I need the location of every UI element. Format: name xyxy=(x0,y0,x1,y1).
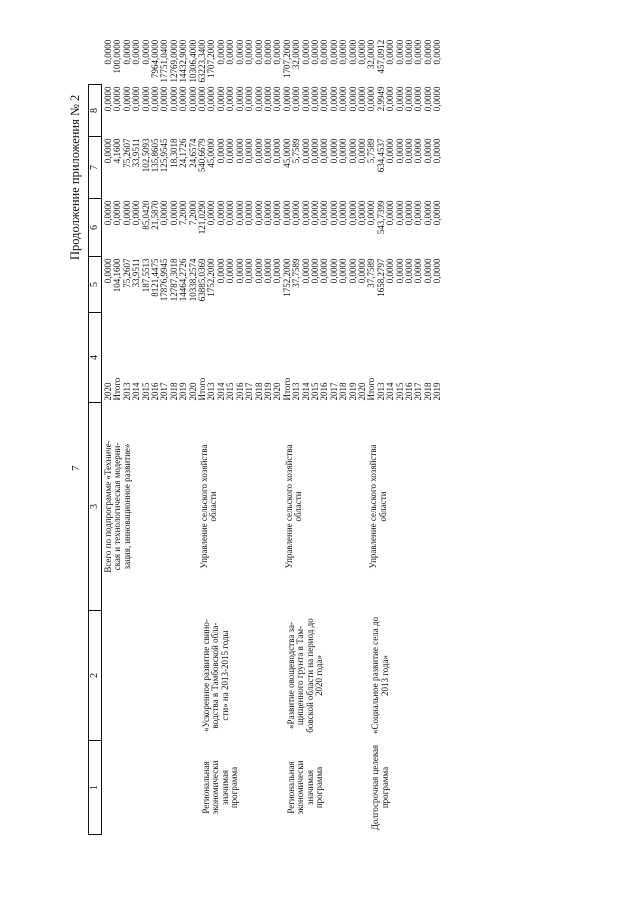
budget-table xyxy=(88,38,443,835)
table-row xyxy=(283,38,368,835)
year-cell: Итого 2013 2014 2015 2016 2017 2018 2019 2020 xyxy=(197,377,283,401)
header-row xyxy=(89,38,102,835)
program-name: «Социальное развитие села до 2013 года» xyxy=(370,617,390,734)
program-name: «Ускоренное развитие свино- водства в Тамбовской обла- сти» на 2013-2015 годы xyxy=(201,619,230,732)
total-cell: 0,0000 xyxy=(103,258,113,284)
header-col-7: 7 xyxy=(89,137,102,199)
executor: Управление сельского хозяйства области xyxy=(368,444,388,569)
total-cell: 104,1600 75,2607 33,9511 187,5513 8121,4475 17876,9945 12787,3018 14464,2726 10338,2574 xyxy=(112,258,198,302)
page-number: 7 xyxy=(70,465,82,471)
federal-cell: 0,0000 xyxy=(103,200,113,226)
federal-cell: 0,0000 543,7399 0,0000 0,0000 0,0000 0,0000 0,0000 0,0000 xyxy=(366,200,443,235)
federal-cell: 0,0000 0,0000 0,0000 0,0000 0,0000 0,0000 0,0000 0,0000 0,0000 xyxy=(281,200,367,226)
program-type: Региональная экономически значимая программа xyxy=(201,760,240,815)
extrabudget-cell: 63223,3400 1707,2000 0,0000 0,0000 0,0000 0,0000 0,0000 0,0000 0,0000 xyxy=(197,39,283,83)
executor: Всего по подпрограмме «Техниче- ская и технологическая модерни- зация, инновационное развитие» xyxy=(103,440,132,573)
regional-cell: 540,6679 45,0000 0,0000 0,0000 0,0000 0,0000 0,0000 0,0000 0,0000 xyxy=(197,138,283,173)
program-name: «Развитие овощеводства за- щищенного грунта в Там- бовской области на период до 2020 года» xyxy=(285,618,324,733)
header-col-2: 2 xyxy=(89,611,102,741)
local-cell: 0,0000 0,0000 0,0000 0,0000 0,0000 0,0000 0,0000 0,0000 0,0000 xyxy=(112,86,198,112)
federal-cell: 0,0000 0,0000 0,0000 85,0420 21,5870 0,0000 0,0000 7,2000 7,2000 xyxy=(112,200,198,230)
extrabudget-cell: 100,0000 0,0000 0,0000 0,0000 7964,0000 17751,0400 12769,0000 14432,9000 10306,4000 xyxy=(112,39,198,83)
program-type: Долгосрочная целевая программа xyxy=(370,744,390,831)
table-row xyxy=(367,38,442,835)
year-cell: 2020 xyxy=(103,382,113,401)
year-cell: Итого 2013 2014 2015 2016 2017 2018 2019 xyxy=(366,377,443,401)
extrabudget-cell: 0,0000 xyxy=(102,39,113,65)
local-cell: 0,0000 0,0000 0,0000 0,0000 0,0000 0,0000 0,0000 0,0000 0,0000 xyxy=(197,86,283,112)
regional-cell: 45,0000 5,7589 0,0000 0,0000 0,0000 0,0000 0,0000 0,0000 0,0000 xyxy=(281,138,367,168)
header-col-3: 3 xyxy=(89,403,102,611)
program-type xyxy=(113,741,198,835)
local-cell: 0,0000 0,0000 0,0000 0,0000 0,0000 0,0000 0,0000 0,0000 0,0000 xyxy=(281,86,367,112)
table-row xyxy=(198,38,283,835)
extrabudget-cell: 32,0000 457,0912 0,0000 0,0000 0,0000 0,0000 0,0000 0,0000 xyxy=(366,39,443,74)
executor: Управление сельского хозяйства области xyxy=(283,444,304,569)
header-col-4: 4 xyxy=(89,313,102,403)
header-col-1: 1 xyxy=(89,741,102,835)
total-cell: 63885,0369 1752,2000 0,0000 0,0000 0,0000 0,0000 0,0000 0,0000 0,0000 xyxy=(197,258,283,302)
extrabudget-cell: 1707,2000 32,0000 0,0000 0,0000 0,0000 0,0000 0,0000 0,0000 0,0000 xyxy=(281,39,367,78)
total-cell: 37,7589 1658,2797 0,0000 0,0000 0,0000 0,0000 0,0000 0,0000 xyxy=(366,258,443,297)
regional-cell: 0,0000 xyxy=(103,138,113,164)
header-col-5: 5 xyxy=(89,257,102,313)
year-cell: Итого 2013 2014 2015 2016 2017 2018 2019 2020 xyxy=(112,377,198,401)
program-name xyxy=(102,611,114,741)
program-name xyxy=(113,611,198,741)
header-col-8: 8 xyxy=(89,85,102,137)
program-type xyxy=(102,741,114,835)
local-cell: 0,0000 xyxy=(103,86,113,112)
local-cell: 0,0000 2,9949 0,0000 0,0000 0,0000 0,0000 0,0000 0,0000 xyxy=(366,86,443,112)
federal-cell: 121,0290 0,0000 0,0000 0,0000 0,0000 0,0000 0,0000 0,0000 0,0000 xyxy=(197,200,283,235)
regional-cell: 5,7589 634,4537 0,0000 0,0000 0,0000 0,0000 0,0000 0,0000 xyxy=(366,138,443,173)
year-cell: Итого 2013 2014 2015 2016 2017 2018 2019 2020 xyxy=(281,377,367,401)
executor: Управление сельского хозяйства области xyxy=(199,444,219,569)
header-col-6: 6 xyxy=(89,199,102,257)
regional-cell: 4,1600 75,2607 33,9511 102,5093 135,8605 125,9545 18,3018 24,1726 24,6574 xyxy=(112,138,198,173)
total-cell: 1752,2000 37,7589 0,0000 0,0000 0,0000 0,0000 0,0000 0,0000 0,0000 xyxy=(281,258,367,297)
continuation-title: Продолжение приложения № 2 xyxy=(68,94,82,260)
program-type: Региональная экономически значимая программа xyxy=(285,760,324,815)
